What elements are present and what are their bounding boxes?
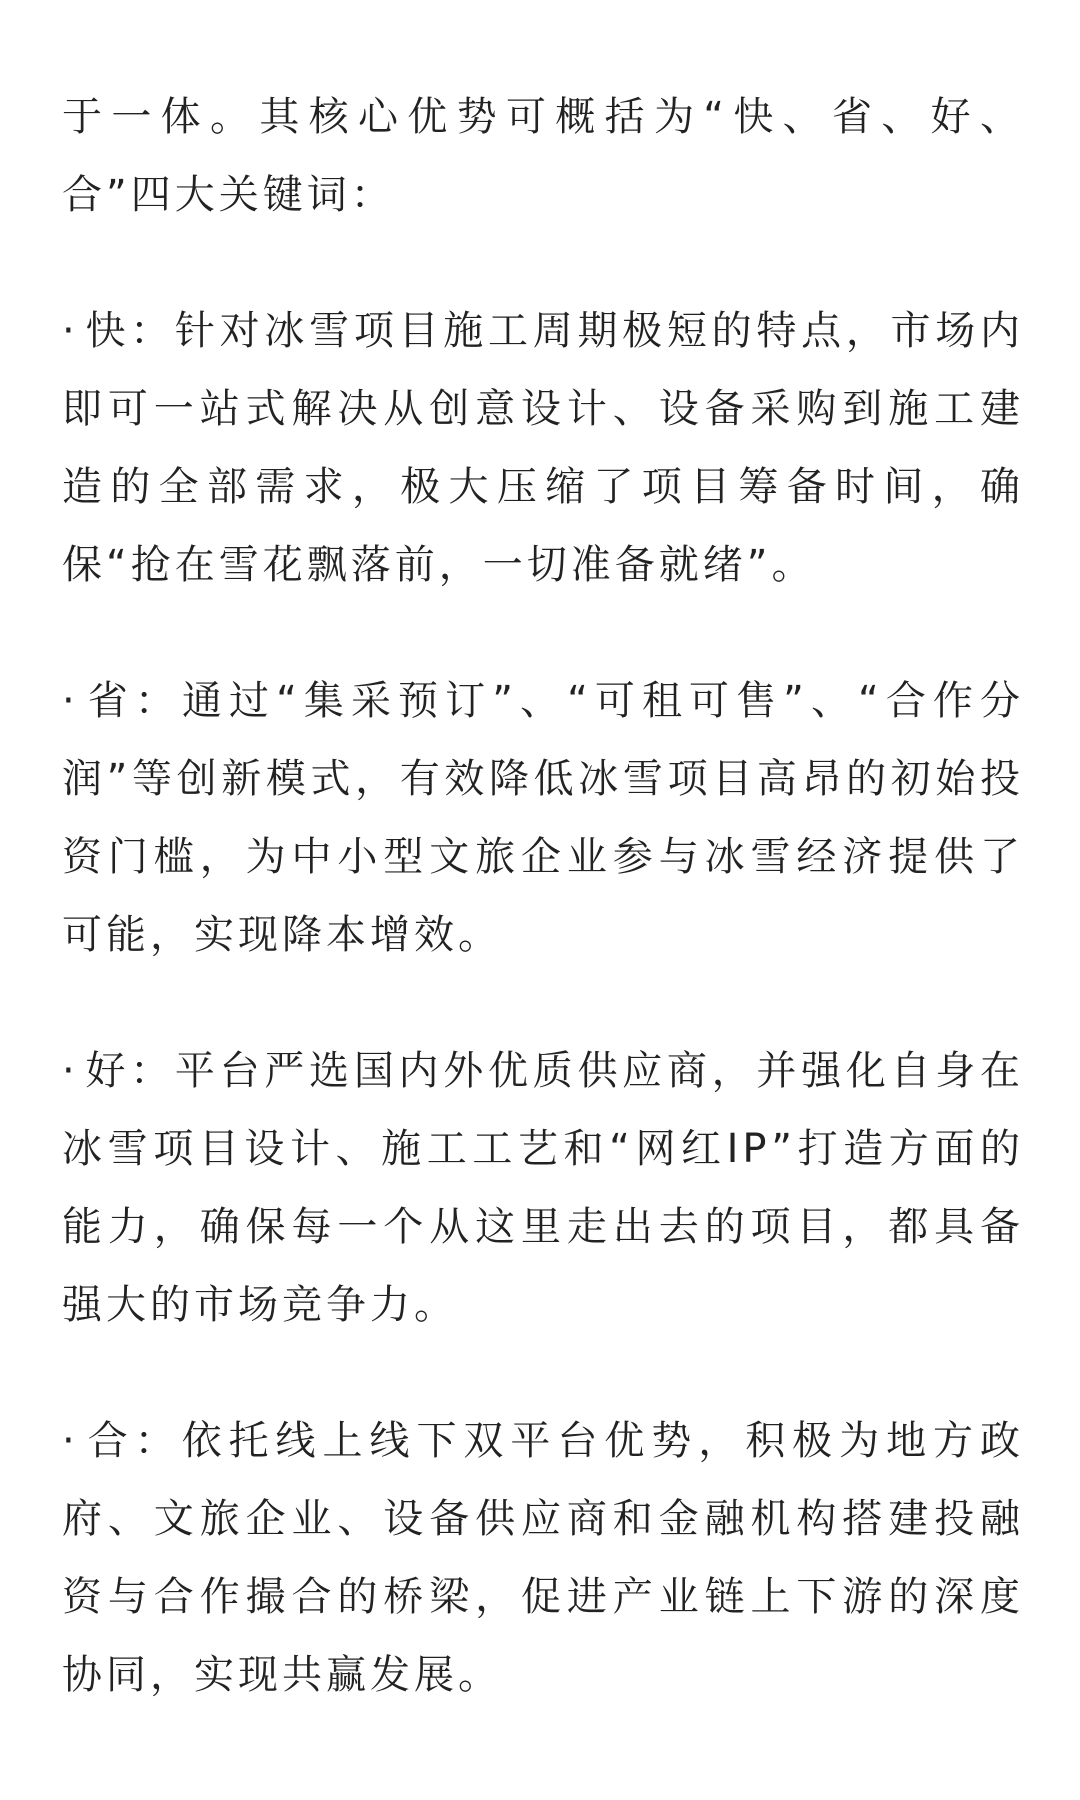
point-paragraph-good <box>62 1032 1024 1344</box>
bullet-mark: · <box>62 1418 79 1464</box>
point-keyword: 快： <box>84 308 175 354</box>
bullet-mark: · <box>62 1048 79 1094</box>
point-text: 通过“集采预订”、“可租可售”、“合作分润”等创新模式，有效降低冰雪项目高昂的初始投资门槛，为中小型文旅企业参与冰雪经济提供了可能，实现降本增效。 <box>62 678 1024 958</box>
point-keyword: 省： <box>84 678 182 724</box>
intro-paragraph: 于一体。其核心优势可概括为“快、省、好、合”四大关键词： <box>62 94 1024 218</box>
point-paragraph-save <box>62 662 1024 974</box>
point-text: 针对冰雪项目施工周期极短的特点，市场内即可一站式解决从创意设计、设备采购到施工建造的全部需求，极大压缩了项目筹备时间，确保“抢在雪花飘落前，一切准备就绪”。 <box>62 308 1025 588</box>
bullet-mark: · <box>62 678 79 724</box>
article-body <box>62 78 1024 1714</box>
point-keyword: 合： <box>84 1418 182 1464</box>
point-text: 依托线上线下双平台优势，积极为地方政府、文旅企业、设备供应商和金融机构搭建投融资与合作撮合的桥梁，促进产业链上下游的深度协同，实现共赢发展。 <box>62 1418 1025 1698</box>
bullet-mark: · <box>62 308 79 354</box>
point-text: 平台严选国内外优质供应商，并强化自身在冰雪项目设计、施工工艺和“网红IP”打造方面的能力，确保每一个从这里走出去的项目，都具备强大的市场竞争力。 <box>62 1048 1025 1328</box>
point-paragraph-fast <box>62 292 1024 604</box>
point-paragraph-cooperate <box>62 1402 1024 1714</box>
point-keyword: 好： <box>84 1048 175 1094</box>
